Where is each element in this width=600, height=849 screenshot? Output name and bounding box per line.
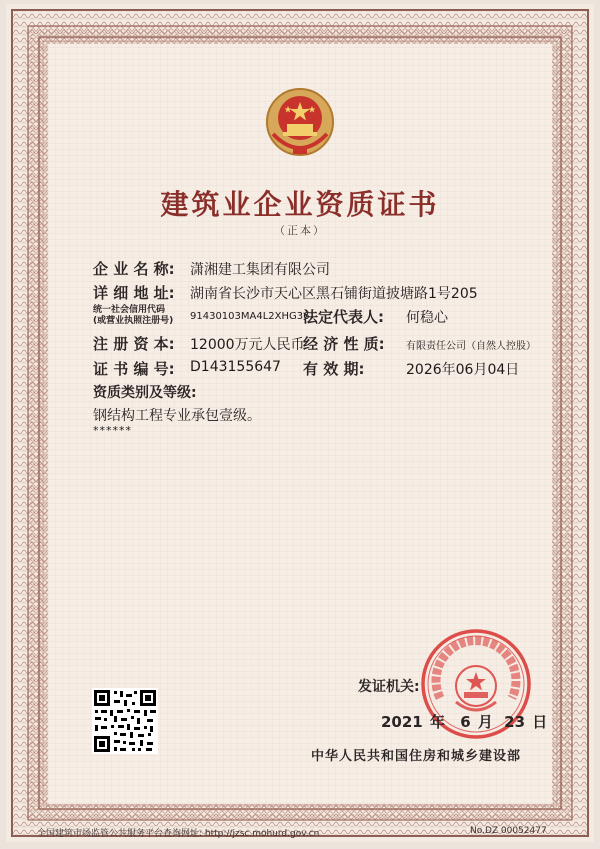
cert-no-label: 证 书 编 号: bbox=[93, 360, 175, 378]
validity-value: 2026年06月04日 bbox=[406, 362, 520, 378]
certificate-subtitle: （正本） bbox=[274, 224, 326, 237]
issue-day: 23 bbox=[504, 713, 526, 731]
company-name-label: 企 业 名 称: bbox=[93, 260, 175, 278]
national-emblem-icon bbox=[263, 84, 337, 162]
address-value: 湖南省长沙市天心区黑石铺街道披塘路1号205 bbox=[190, 286, 478, 302]
credit-code-label-line2: (或营业执照注册号) bbox=[93, 316, 174, 326]
certificate-title: 建筑业企业资质证书 bbox=[160, 188, 440, 221]
qualification-stars: ****** bbox=[93, 424, 132, 437]
economic-nature-label: 经 济 性 质: bbox=[303, 335, 385, 353]
legal-rep-label: 法定代表人: bbox=[303, 308, 384, 326]
issuer-label: 发证机关: bbox=[358, 679, 420, 695]
issue-year: 2021 bbox=[381, 713, 423, 731]
issue-year-unit: 年 bbox=[429, 713, 445, 731]
issue-day-unit: 日 bbox=[532, 713, 548, 731]
legal-rep-value: 何稳心 bbox=[406, 310, 448, 326]
qualification-label: 资质类别及等级: bbox=[93, 385, 197, 401]
qualification-value: 钢结构工程专业承包壹级。 bbox=[93, 408, 261, 424]
issue-month-unit: 月 bbox=[477, 713, 493, 731]
issue-month: 6 bbox=[460, 713, 471, 731]
address-label: 详 细 地 址: bbox=[93, 284, 175, 302]
query-url-text: 全国建筑市场监管公共服务平台查询网址: http://jzsc.mohurd.gov.cn bbox=[37, 829, 320, 839]
serial-number: No.DZ 00052477 bbox=[470, 826, 547, 836]
credit-code-label bbox=[93, 305, 173, 327]
cert-no-value: D143155647 bbox=[190, 359, 281, 375]
issue-date bbox=[381, 711, 547, 732]
credit-code-value: 91430103MA4L2XHG36 bbox=[190, 311, 310, 322]
capital-label: 注 册 资 本: bbox=[93, 335, 175, 353]
capital-value: 12000万元人民币 bbox=[190, 337, 305, 353]
issuer-name: 中华人民共和国住房和城乡建设部 bbox=[311, 749, 522, 764]
qr-code-icon[interactable] bbox=[92, 688, 158, 754]
credit-code-label-line1: 统一社会信用代码 bbox=[93, 305, 166, 315]
validity-label: 有 效 期: bbox=[303, 360, 365, 378]
company-name-value: 潇湘建工集团有限公司 bbox=[190, 262, 330, 278]
economic-nature-value: 有限责任公司（自然人控股） bbox=[406, 341, 536, 352]
